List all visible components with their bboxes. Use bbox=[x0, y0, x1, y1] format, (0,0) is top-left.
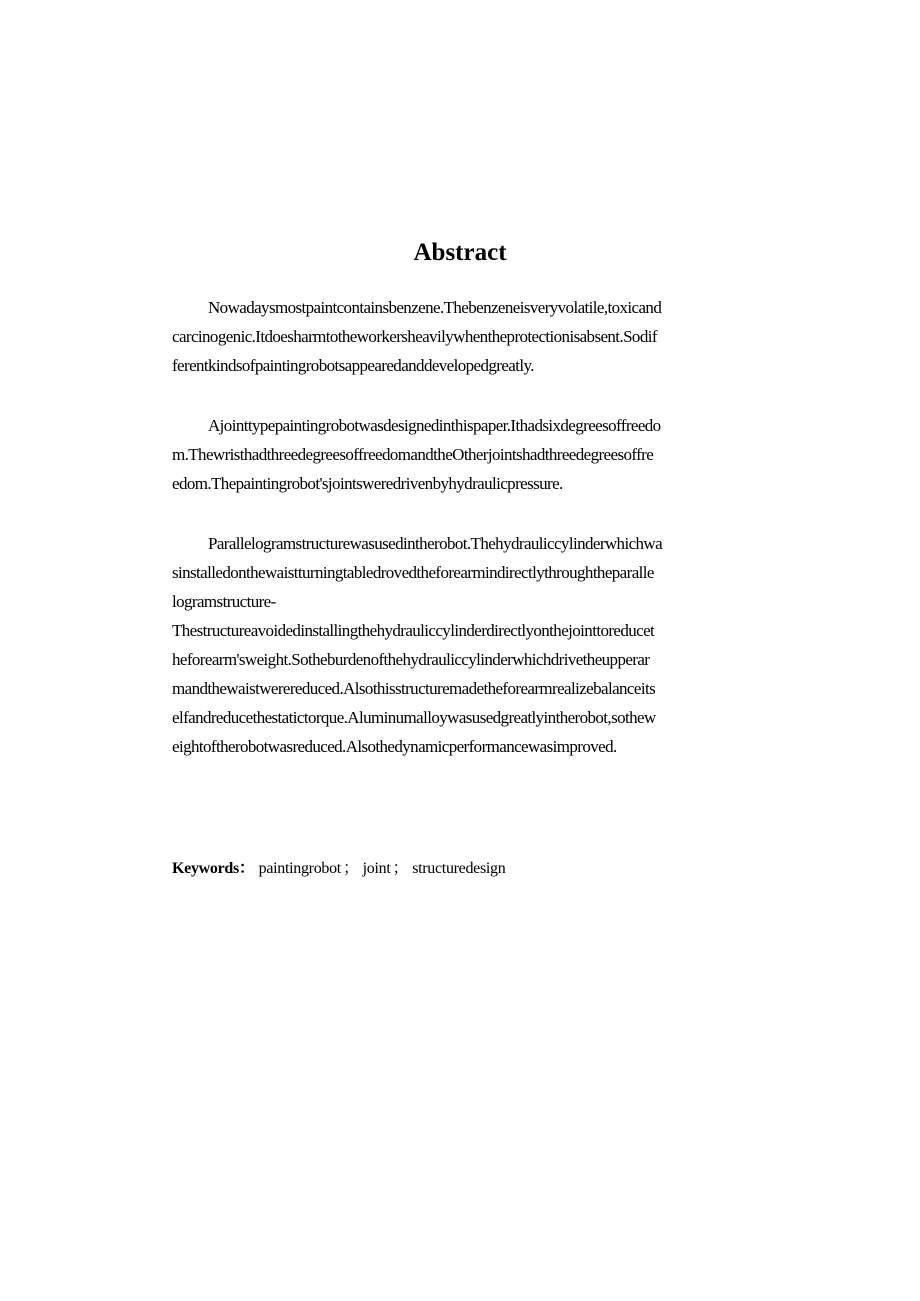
keyword-item: structuredesign bbox=[412, 860, 506, 877]
keyword-separator: ； bbox=[392, 860, 409, 877]
abstract-title: Abstract bbox=[413, 239, 507, 266]
paragraph-line: m.ThewristhadthreedegreesoffreedomandtheOtherjointshadthreedegreesoffre bbox=[172, 445, 654, 464]
paragraph-line: eightoftherobotwasreduced.Alsothedynamicperformancewasimproved. bbox=[172, 737, 617, 756]
abstract-paragraph-1 bbox=[172, 293, 750, 380]
paragraph-line: Thestructureavoidedinstallingthehydrauliccylinderdirectlyonthejointtoreducet bbox=[172, 621, 655, 640]
paragraph-line: heforearm'sweight.Sotheburdenofthehydrauliccylinderwhichdrivetheupperar bbox=[172, 650, 650, 669]
keywords-label: Keywords： bbox=[172, 860, 255, 877]
keyword-item: paintingrobot bbox=[258, 860, 341, 877]
abstract-paragraph-2 bbox=[172, 411, 750, 498]
keyword-item: joint bbox=[362, 860, 391, 877]
keyword-separator: ； bbox=[342, 860, 359, 877]
paragraph-line: sinstalledonthewaistturningtabledrovedtheforearmindirectlythroughtheparalle bbox=[172, 563, 654, 582]
paragraph-line: elfandreducethestatictorque.Aluminumalloywasusedgreatlyintherobot,sothew bbox=[172, 708, 656, 727]
abstract-paragraph-3 bbox=[172, 529, 750, 761]
paragraph-line: carcinogenic.Itdoesharmtotheworkersheavilywhentheprotectionisabsent.Sodif bbox=[172, 327, 657, 346]
paragraph-line: mandthewaistwerereduced.Alsothisstructuremadetheforearmrealizebalanceits bbox=[172, 679, 656, 698]
paragraph-line: Parallelogramstructurewasusedintherobot.Thehydrauliccylinderwhichwa bbox=[208, 534, 663, 553]
paragraph-line: logramstructure- bbox=[172, 592, 276, 611]
paragraph-line: Nowadaysmostpaintcontainsbenzene.Thebenzeneisveryvolatile,toxicand bbox=[208, 298, 662, 317]
paragraph-line: ferentkindsofpaintingrobotsappearedanddevelopedgreatly. bbox=[172, 356, 534, 375]
keywords-line bbox=[172, 855, 505, 883]
paragraph-line: Ajointtypepaintingrobotwasdesignedinthispaper.Ithadsixdegreesoffreedo bbox=[208, 416, 661, 435]
paragraph-line: edom.Thepaintingrobot'sjointsweredrivenbyhydraulicpressure. bbox=[172, 474, 563, 493]
